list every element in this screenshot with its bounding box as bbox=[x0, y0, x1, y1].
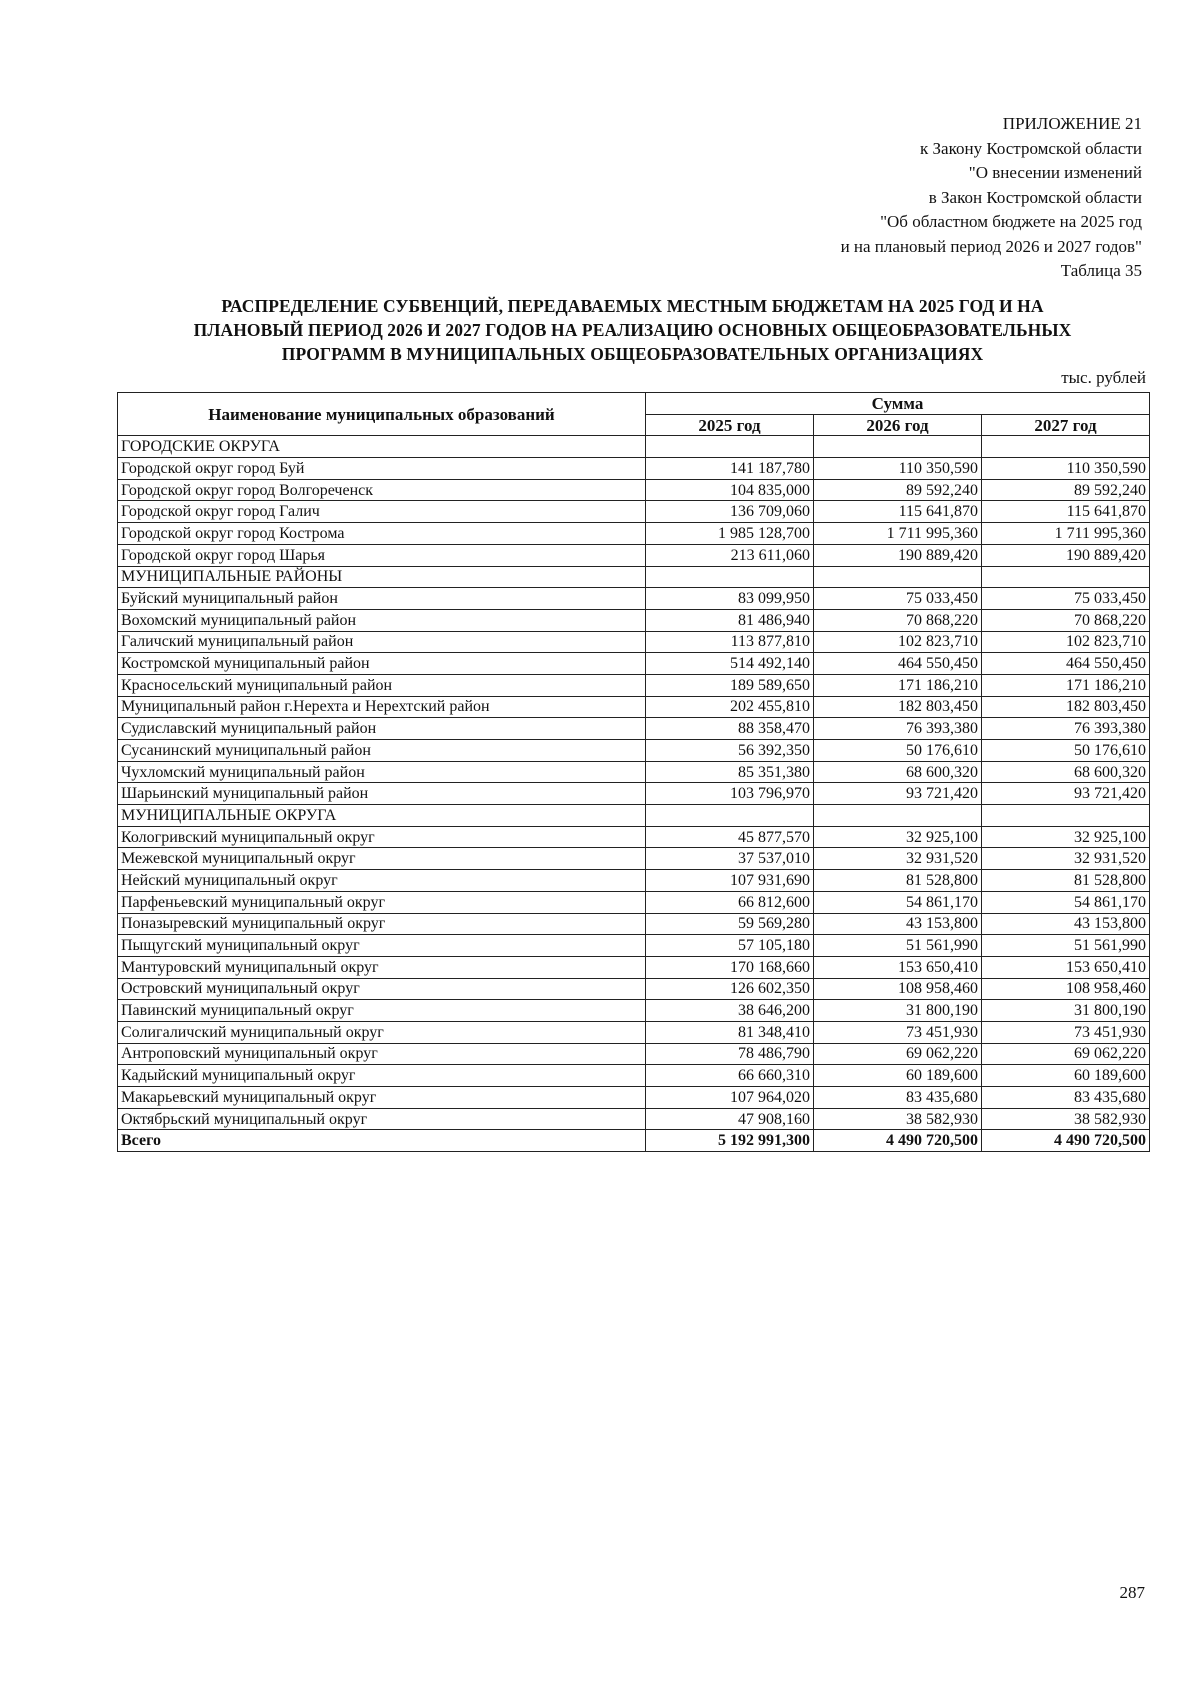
total-row bbox=[118, 1130, 1150, 1152]
title-line: ПРОГРАММ В МУНИЦИПАЛЬНЫХ ОБЩЕОБРАЗОВАТЕЛЬНЫХ ОРГАНИЗАЦИЯХ bbox=[281, 344, 984, 364]
amount-2026: 68 600,320 bbox=[814, 761, 982, 783]
units-label: тыс. рублей bbox=[1061, 368, 1146, 387]
amount-2027: 115 641,870 bbox=[982, 501, 1150, 523]
municipality-name: Макарьевский муниципальный округ bbox=[118, 1087, 646, 1109]
amount-2026: 110 350,590 bbox=[814, 458, 982, 480]
amount-2026: 75 033,450 bbox=[814, 588, 982, 610]
amount-2025: 38 646,200 bbox=[646, 1000, 814, 1022]
table-row bbox=[118, 458, 1150, 480]
amount-2027: 32 925,100 bbox=[982, 826, 1150, 848]
header-line: "Об областном бюджете на 2025 год bbox=[880, 212, 1142, 231]
table-row bbox=[118, 978, 1150, 1000]
amount-2027: 171 186,210 bbox=[982, 674, 1150, 696]
municipality-name: Островский муниципальный округ bbox=[118, 978, 646, 1000]
table-row bbox=[118, 609, 1150, 631]
amount-2025: 59 569,280 bbox=[646, 913, 814, 935]
table-number: Таблица 35 bbox=[1060, 261, 1142, 280]
amount-2027: 76 393,380 bbox=[982, 718, 1150, 740]
amount-2025: 81 486,940 bbox=[646, 609, 814, 631]
amount-2026: 43 153,800 bbox=[814, 913, 982, 935]
column-header-2026: 2026 год bbox=[814, 414, 982, 436]
municipality-name: Муниципальный район г.Нерехта и Нерехтский район bbox=[118, 696, 646, 718]
table-row bbox=[118, 783, 1150, 805]
amount-2026: 81 528,800 bbox=[814, 870, 982, 892]
amount-2025: 66 660,310 bbox=[646, 1065, 814, 1087]
table-row bbox=[118, 761, 1150, 783]
amount-2025: 170 168,660 bbox=[646, 956, 814, 978]
amount-2027: 108 958,460 bbox=[982, 978, 1150, 1000]
amount-2026: 73 451,930 bbox=[814, 1021, 982, 1043]
municipality-name: Судиславский муниципальный район bbox=[118, 718, 646, 740]
amount-2027: 31 800,190 bbox=[982, 1000, 1150, 1022]
table-row bbox=[118, 891, 1150, 913]
table-row bbox=[118, 544, 1150, 566]
header-line: к Закону Костромской области bbox=[920, 138, 1142, 158]
amount-2027: 464 550,450 bbox=[982, 653, 1150, 675]
amount-2026: 108 958,460 bbox=[814, 978, 982, 1000]
table-row bbox=[118, 501, 1150, 523]
amount-2027: 81 528,800 bbox=[982, 870, 1150, 892]
table-row bbox=[118, 696, 1150, 718]
table-row bbox=[118, 653, 1150, 675]
amount-2027: 83 435,680 bbox=[982, 1087, 1150, 1109]
table-row bbox=[118, 1021, 1150, 1043]
amount-2025: 5 192 991,300 bbox=[646, 1130, 814, 1152]
section-title: ГОРОДСКИЕ ОКРУГА bbox=[118, 436, 646, 458]
municipality-name: Парфеньевский муниципальный округ bbox=[118, 891, 646, 913]
amount-2027: 4 490 720,500 bbox=[982, 1130, 1150, 1152]
amount-2027 bbox=[982, 436, 1150, 458]
municipality-name: Красносельский муниципальный район bbox=[118, 674, 646, 696]
municipality-name: Антроповский муниципальный округ bbox=[118, 1043, 646, 1065]
subvention-table bbox=[117, 392, 1150, 1152]
municipality-name: Городской округ город Волгореченск bbox=[118, 479, 646, 501]
amount-2026: 102 823,710 bbox=[814, 631, 982, 653]
amount-2027: 38 582,930 bbox=[982, 1108, 1150, 1130]
table-row bbox=[118, 718, 1150, 740]
amount-2025: 1 985 128,700 bbox=[646, 523, 814, 545]
amount-2027 bbox=[982, 805, 1150, 827]
amount-2025: 213 611,060 bbox=[646, 544, 814, 566]
amount-2025 bbox=[646, 436, 814, 458]
amount-2027 bbox=[982, 566, 1150, 588]
document-title bbox=[115, 294, 1150, 366]
amount-2026: 50 176,610 bbox=[814, 740, 982, 762]
column-header-name: Наименование муниципальных образований bbox=[118, 393, 646, 436]
amount-2026: 60 189,600 bbox=[814, 1065, 982, 1087]
amount-2027: 60 189,600 bbox=[982, 1065, 1150, 1087]
amount-2025: 78 486,790 bbox=[646, 1043, 814, 1065]
amount-2025: 56 392,350 bbox=[646, 740, 814, 762]
amount-2026: 190 889,420 bbox=[814, 544, 982, 566]
table-row bbox=[118, 1087, 1150, 1109]
municipality-name: Буйский муниципальный район bbox=[118, 588, 646, 610]
table-row bbox=[118, 935, 1150, 957]
amount-2027: 68 600,320 bbox=[982, 761, 1150, 783]
amount-2027: 50 176,610 bbox=[982, 740, 1150, 762]
municipality-name: Чухломский муниципальный район bbox=[118, 761, 646, 783]
amount-2026: 54 861,170 bbox=[814, 891, 982, 913]
amount-2026 bbox=[814, 805, 982, 827]
table-row bbox=[118, 479, 1150, 501]
table-row bbox=[118, 826, 1150, 848]
amount-2025: 57 105,180 bbox=[646, 935, 814, 957]
amount-2026: 51 561,990 bbox=[814, 935, 982, 957]
section-title: МУНИЦИПАЛЬНЫЕ РАЙОНЫ bbox=[118, 566, 646, 588]
title-line: РАСПРЕДЕЛЕНИЕ СУБВЕНЦИЙ, ПЕРЕДАВАЕМЫХ МЕСТНЫМ БЮДЖЕТАМ НА 2025 ГОД И НА bbox=[221, 296, 1044, 316]
table-row bbox=[118, 1108, 1150, 1130]
amount-2027: 110 350,590 bbox=[982, 458, 1150, 480]
table-row bbox=[118, 1065, 1150, 1087]
amount-2026: 76 393,380 bbox=[814, 718, 982, 740]
amount-2027: 93 721,420 bbox=[982, 783, 1150, 805]
amount-2025: 47 908,160 bbox=[646, 1108, 814, 1130]
municipality-name: Нейский муниципальный округ bbox=[118, 870, 646, 892]
table-row bbox=[118, 588, 1150, 610]
header-line: "О внесении изменений bbox=[968, 163, 1142, 182]
amount-2026: 38 582,930 bbox=[814, 1108, 982, 1130]
amount-2025: 107 964,020 bbox=[646, 1087, 814, 1109]
header-line: ПРИЛОЖЕНИЕ 21 bbox=[1002, 114, 1142, 133]
amount-2027: 1 711 995,360 bbox=[982, 523, 1150, 545]
amount-2025: 66 812,600 bbox=[646, 891, 814, 913]
amount-2027: 89 592,240 bbox=[982, 479, 1150, 501]
amount-2026: 89 592,240 bbox=[814, 479, 982, 501]
amount-2025: 88 358,470 bbox=[646, 718, 814, 740]
amount-2025 bbox=[646, 805, 814, 827]
table-row bbox=[118, 740, 1150, 762]
amount-2026: 32 931,520 bbox=[814, 848, 982, 870]
amount-2025: 103 796,970 bbox=[646, 783, 814, 805]
amount-2027: 51 561,990 bbox=[982, 935, 1150, 957]
amount-2026: 31 800,190 bbox=[814, 1000, 982, 1022]
municipality-name: Вохомский муниципальный район bbox=[118, 609, 646, 631]
municipality-name: Костромской муниципальный район bbox=[118, 653, 646, 675]
section-row bbox=[118, 436, 1150, 458]
amount-2026: 70 868,220 bbox=[814, 609, 982, 631]
amount-2026: 4 490 720,500 bbox=[814, 1130, 982, 1152]
table-row bbox=[118, 674, 1150, 696]
table-row bbox=[118, 523, 1150, 545]
amount-2025: 85 351,380 bbox=[646, 761, 814, 783]
amount-2027: 73 451,930 bbox=[982, 1021, 1150, 1043]
amount-2026: 182 803,450 bbox=[814, 696, 982, 718]
section-row bbox=[118, 566, 1150, 588]
municipality-name: Октябрьский муниципальный округ bbox=[118, 1108, 646, 1130]
municipality-name: Городской округ город Буй bbox=[118, 458, 646, 480]
page-number: 287 bbox=[1119, 1583, 1145, 1602]
municipality-name: Всего bbox=[118, 1130, 646, 1152]
amount-2027: 54 861,170 bbox=[982, 891, 1150, 913]
amount-2025: 141 187,780 bbox=[646, 458, 814, 480]
municipality-name: Поназыревский муниципальный округ bbox=[118, 913, 646, 935]
municipality-name: Галичский муниципальный район bbox=[118, 631, 646, 653]
municipality-name: Городской округ город Галич bbox=[118, 501, 646, 523]
amount-2025: 104 835,000 bbox=[646, 479, 814, 501]
amount-2027: 190 889,420 bbox=[982, 544, 1150, 566]
municipality-name: Сусанинский муниципальный район bbox=[118, 740, 646, 762]
header-line: в Закон Костромской области bbox=[928, 187, 1142, 207]
municipality-name: Кадыйский муниципальный округ bbox=[118, 1065, 646, 1087]
table-row bbox=[118, 848, 1150, 870]
amount-2025: 81 348,410 bbox=[646, 1021, 814, 1043]
amount-2026 bbox=[814, 436, 982, 458]
table-row bbox=[118, 631, 1150, 653]
amount-2025 bbox=[646, 566, 814, 588]
amount-2026: 153 650,410 bbox=[814, 956, 982, 978]
amount-2025: 37 537,010 bbox=[646, 848, 814, 870]
column-header-2027: 2027 год bbox=[982, 414, 1150, 436]
municipality-name: Межевской муниципальный округ bbox=[118, 848, 646, 870]
section-row bbox=[118, 805, 1150, 827]
amount-2025: 136 709,060 bbox=[646, 501, 814, 523]
amount-2025: 514 492,140 bbox=[646, 653, 814, 675]
amount-2026: 115 641,870 bbox=[814, 501, 982, 523]
title-line: ПЛАНОВЫЙ ПЕРИОД 2026 И 2027 ГОДОВ НА РЕАЛИЗАЦИЮ ОСНОВНЫХ ОБЩЕОБРАЗОВАТЕЛЬНЫХ bbox=[193, 320, 1072, 340]
municipality-name: Мантуровский муниципальный округ bbox=[118, 956, 646, 978]
column-header-2025: 2025 год bbox=[646, 414, 814, 436]
document-header bbox=[841, 112, 1142, 284]
amount-2027: 153 650,410 bbox=[982, 956, 1150, 978]
amount-2026: 83 435,680 bbox=[814, 1087, 982, 1109]
amount-2025: 202 455,810 bbox=[646, 696, 814, 718]
amount-2027: 32 931,520 bbox=[982, 848, 1150, 870]
municipality-name: Пыщугский муниципальный округ bbox=[118, 935, 646, 957]
amount-2027: 102 823,710 bbox=[982, 631, 1150, 653]
table-row bbox=[118, 1043, 1150, 1065]
table-row bbox=[118, 956, 1150, 978]
amount-2025: 113 877,810 bbox=[646, 631, 814, 653]
municipality-name: Городской округ город Шарья bbox=[118, 544, 646, 566]
amount-2027: 75 033,450 bbox=[982, 588, 1150, 610]
amount-2027: 69 062,220 bbox=[982, 1043, 1150, 1065]
amount-2025: 189 589,650 bbox=[646, 674, 814, 696]
table-row bbox=[118, 913, 1150, 935]
amount-2026: 464 550,450 bbox=[814, 653, 982, 675]
amount-2026: 32 925,100 bbox=[814, 826, 982, 848]
amount-2026: 69 062,220 bbox=[814, 1043, 982, 1065]
municipality-name: Солигаличский муниципальный округ bbox=[118, 1021, 646, 1043]
municipality-name: Павинский муниципальный округ bbox=[118, 1000, 646, 1022]
amount-2025: 83 099,950 bbox=[646, 588, 814, 610]
table-row bbox=[118, 870, 1150, 892]
amount-2025: 126 602,350 bbox=[646, 978, 814, 1000]
amount-2026 bbox=[814, 566, 982, 588]
section-title: МУНИЦИПАЛЬНЫЕ ОКРУГА bbox=[118, 805, 646, 827]
table-body bbox=[118, 436, 1150, 1152]
amount-2026: 93 721,420 bbox=[814, 783, 982, 805]
municipality-name: Шарьинский муниципальный район bbox=[118, 783, 646, 805]
amount-2026: 1 711 995,360 bbox=[814, 523, 982, 545]
amount-2026: 171 186,210 bbox=[814, 674, 982, 696]
amount-2027: 182 803,450 bbox=[982, 696, 1150, 718]
amount-2027: 70 868,220 bbox=[982, 609, 1150, 631]
column-header-sum: Сумма bbox=[646, 393, 1150, 415]
table-row bbox=[118, 1000, 1150, 1022]
amount-2025: 45 877,570 bbox=[646, 826, 814, 848]
municipality-name: Городской округ город Кострома bbox=[118, 523, 646, 545]
amount-2027: 43 153,800 bbox=[982, 913, 1150, 935]
municipality-name: Кологривский муниципальный округ bbox=[118, 826, 646, 848]
header-line: и на плановый период 2026 и 2027 годов" bbox=[840, 236, 1142, 256]
amount-2025: 107 931,690 bbox=[646, 870, 814, 892]
